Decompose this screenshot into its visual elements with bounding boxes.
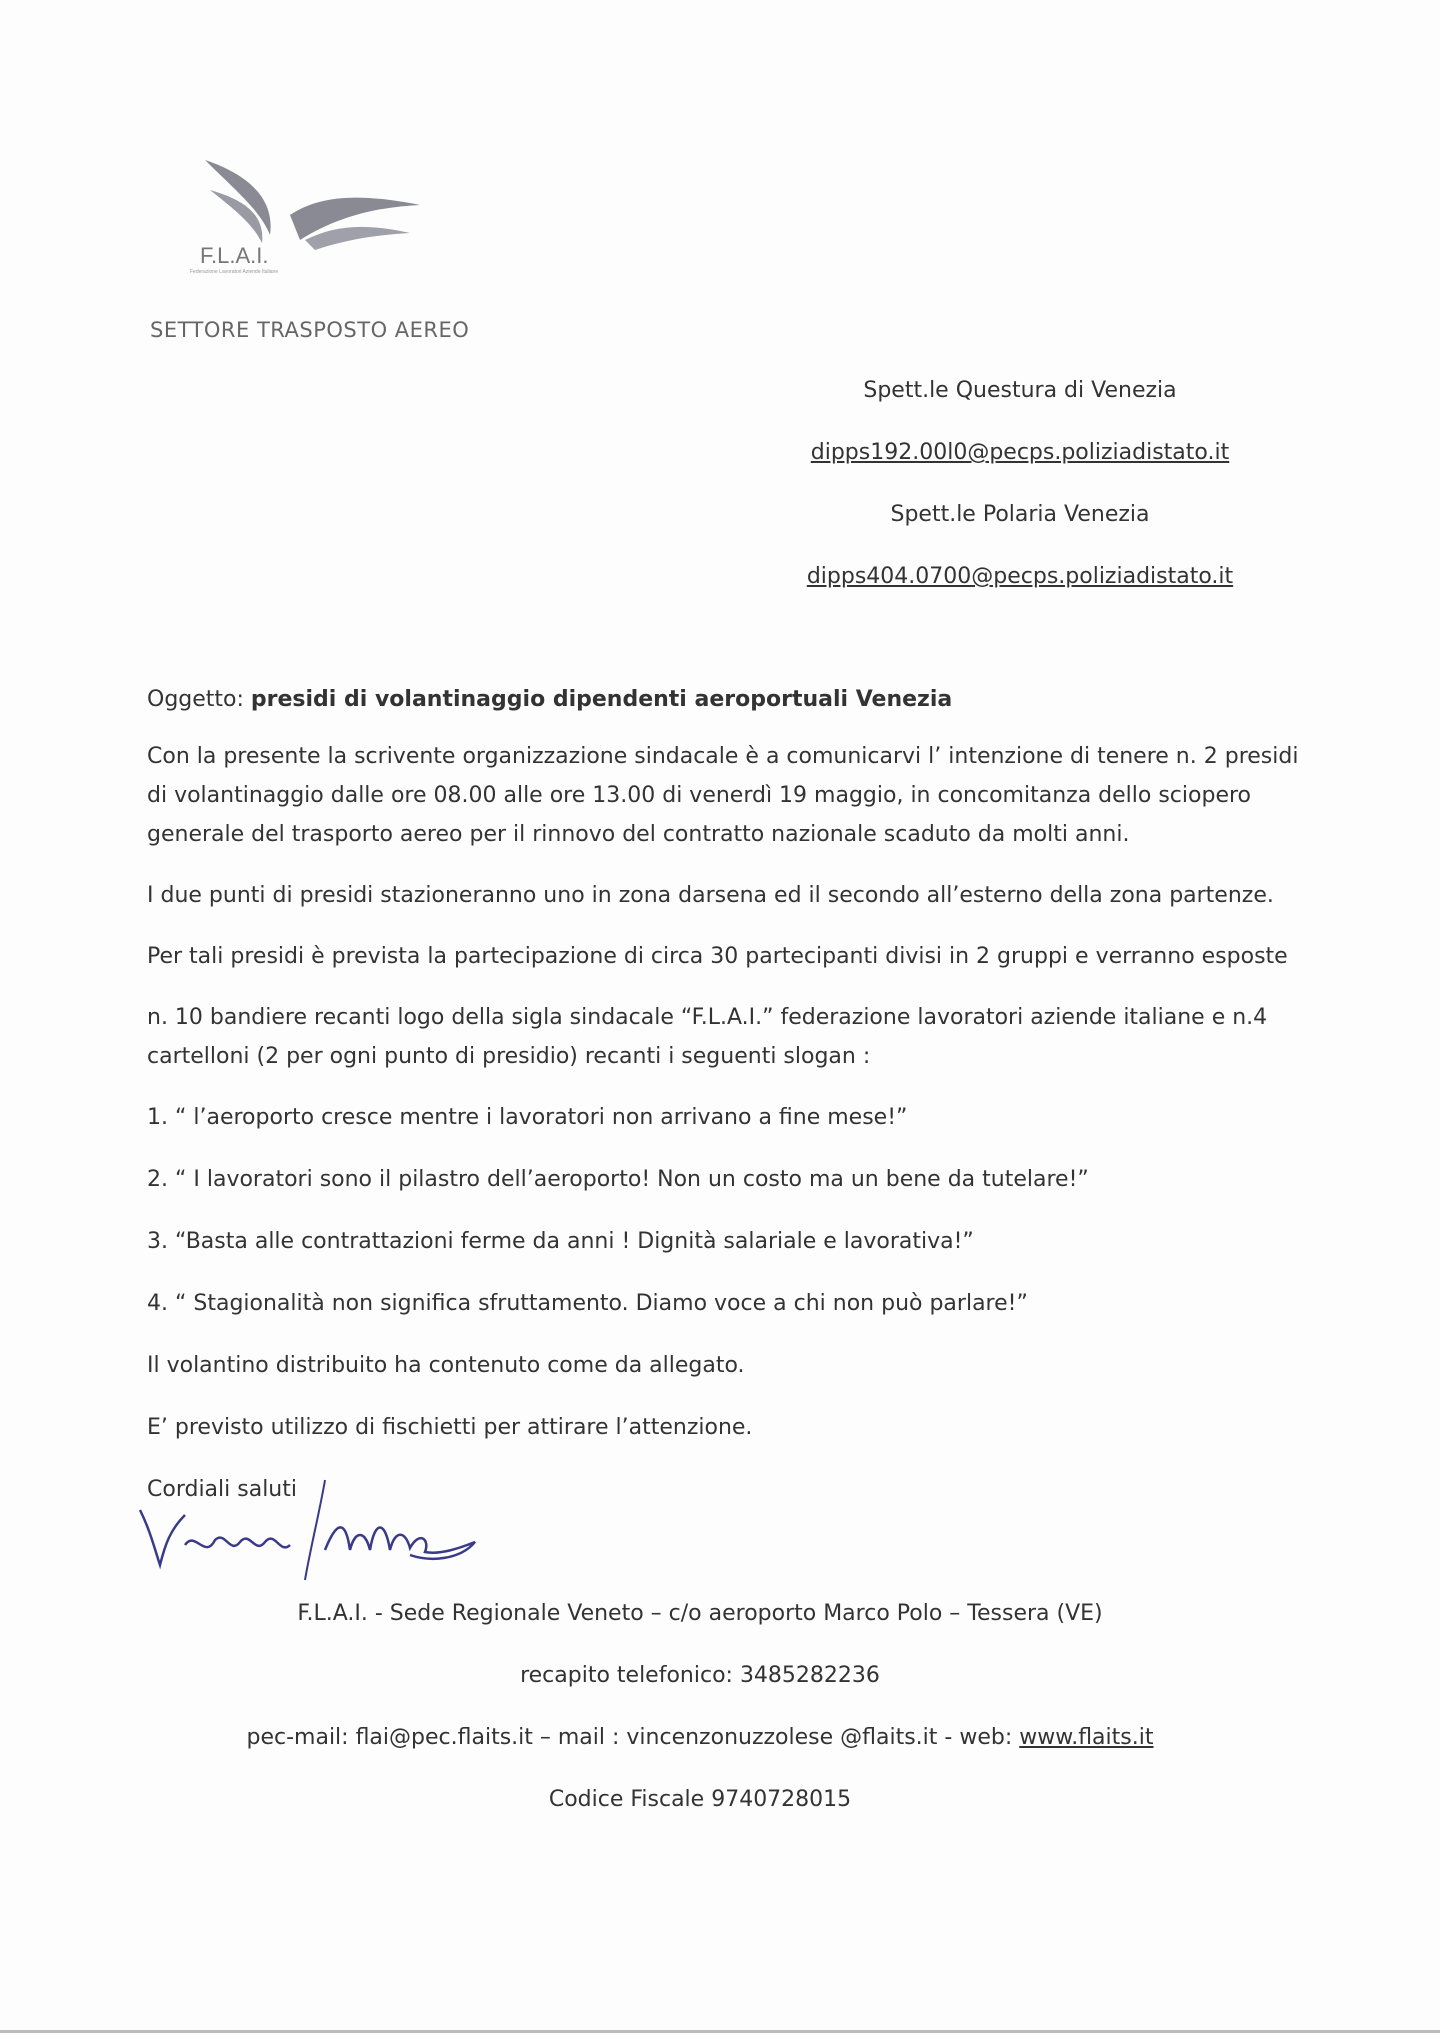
letter-body: [147, 680, 1317, 1509]
subject-label: Oggetto:: [147, 687, 251, 712]
logo-text: F.L.A.I.: [200, 243, 269, 268]
recipient-name: Spett.le Polaria Venezia: [890, 502, 1150, 527]
closing: Cordiali saluti: [147, 1477, 297, 1502]
paragraph: Per tali presidi è prevista la partecipazione di circa 30 partecipanti divisi in 2 gruppi e verranno esposte: [147, 944, 1288, 969]
letter-footer: [200, 1595, 1200, 1843]
slogan-item: 1. “ l’aeroporto cresce mentre i lavoratori non arrivano a fine mese!”: [147, 1105, 908, 1130]
footer-address: F.L.A.I. - Sede Regionale Veneto – c/o aeroporto Marco Polo – Tessera (VE): [297, 1601, 1103, 1626]
recipients-block: [770, 372, 1270, 620]
recipient-email[interactable]: dipps192.00l0@pecps.poliziadistato.it: [810, 440, 1230, 465]
paragraph: I due punti di presidi stazioneranno uno in zona darsena ed il secondo all’esterno della zona partenze.: [147, 883, 1274, 908]
paragraph: E’ previsto utilizzo di fischietti per attirare l’attenzione.: [147, 1415, 753, 1440]
paragraph: Con la presente la scrivente organizzazione sindacale è a comunicarvi l’ intenzione di tenere n. 2 presidi di volantinaggio dalle ore 08.00 alle ore 13.00 di venerdì 19 maggio, in concomitanza dello sciopero generale del trasporto aereo per il rinnovo del contratto nazionale scaduto da molti anni.: [147, 744, 1299, 847]
flai-logo: [190, 155, 430, 275]
website-link[interactable]: www.flaits.it: [1019, 1725, 1154, 1750]
slogan-item: 2. “ I lavoratori sono il pilastro dell’aeroporto! Non un costo ma un bene da tutelare!”: [147, 1167, 1089, 1192]
footer-tax-code: Codice Fiscale 9740728015: [548, 1787, 852, 1812]
subject-line: [147, 680, 1317, 719]
scan-edge: [0, 2030, 1440, 2033]
footer-contacts-text: pec-mail: flai@pec.flaits.it – mail : vincenzonuzzolese @flaits.it - web:: [246, 1725, 1020, 1750]
paragraph: Il volantino distribuito ha contenuto come da allegato.: [147, 1353, 745, 1378]
recipient-name: Spett.le Questura di Venezia: [863, 378, 1177, 403]
slogan-item: 4. “ Stagionalità non significa sfruttamento. Diamo voce a chi non può parlare!”: [147, 1291, 1028, 1316]
wings-icon: [190, 155, 430, 275]
footer-contacts: [200, 1719, 1200, 1781]
slogan-item: 3. “Basta alle contrattazioni ferme da anni ! Dignità salariale e lavorativa!”: [147, 1229, 974, 1254]
sector-heading: SETTORE TRASPOSTO AEREO: [150, 318, 470, 342]
subject-text: presidi di volantinaggio dipendenti aeroportuali Venezia: [250, 687, 953, 712]
recipient-email[interactable]: dipps404.0700@pecps.poliziadistato.it: [806, 564, 1234, 589]
paragraph: n. 10 bandiere recanti logo della sigla sindacale “F.L.A.I.” federazione lavoratori aziende italiane e n.4 cartelloni (2 per ogni punto di presidio) recanti i seguenti slogan :: [147, 1005, 1268, 1069]
handwritten-signature: [130, 1470, 510, 1590]
footer-phone: recapito telefonico: 3485282236: [520, 1663, 880, 1688]
logo-subtitle: Federazione Lavoratori Aziende Italiane: [190, 269, 279, 275]
